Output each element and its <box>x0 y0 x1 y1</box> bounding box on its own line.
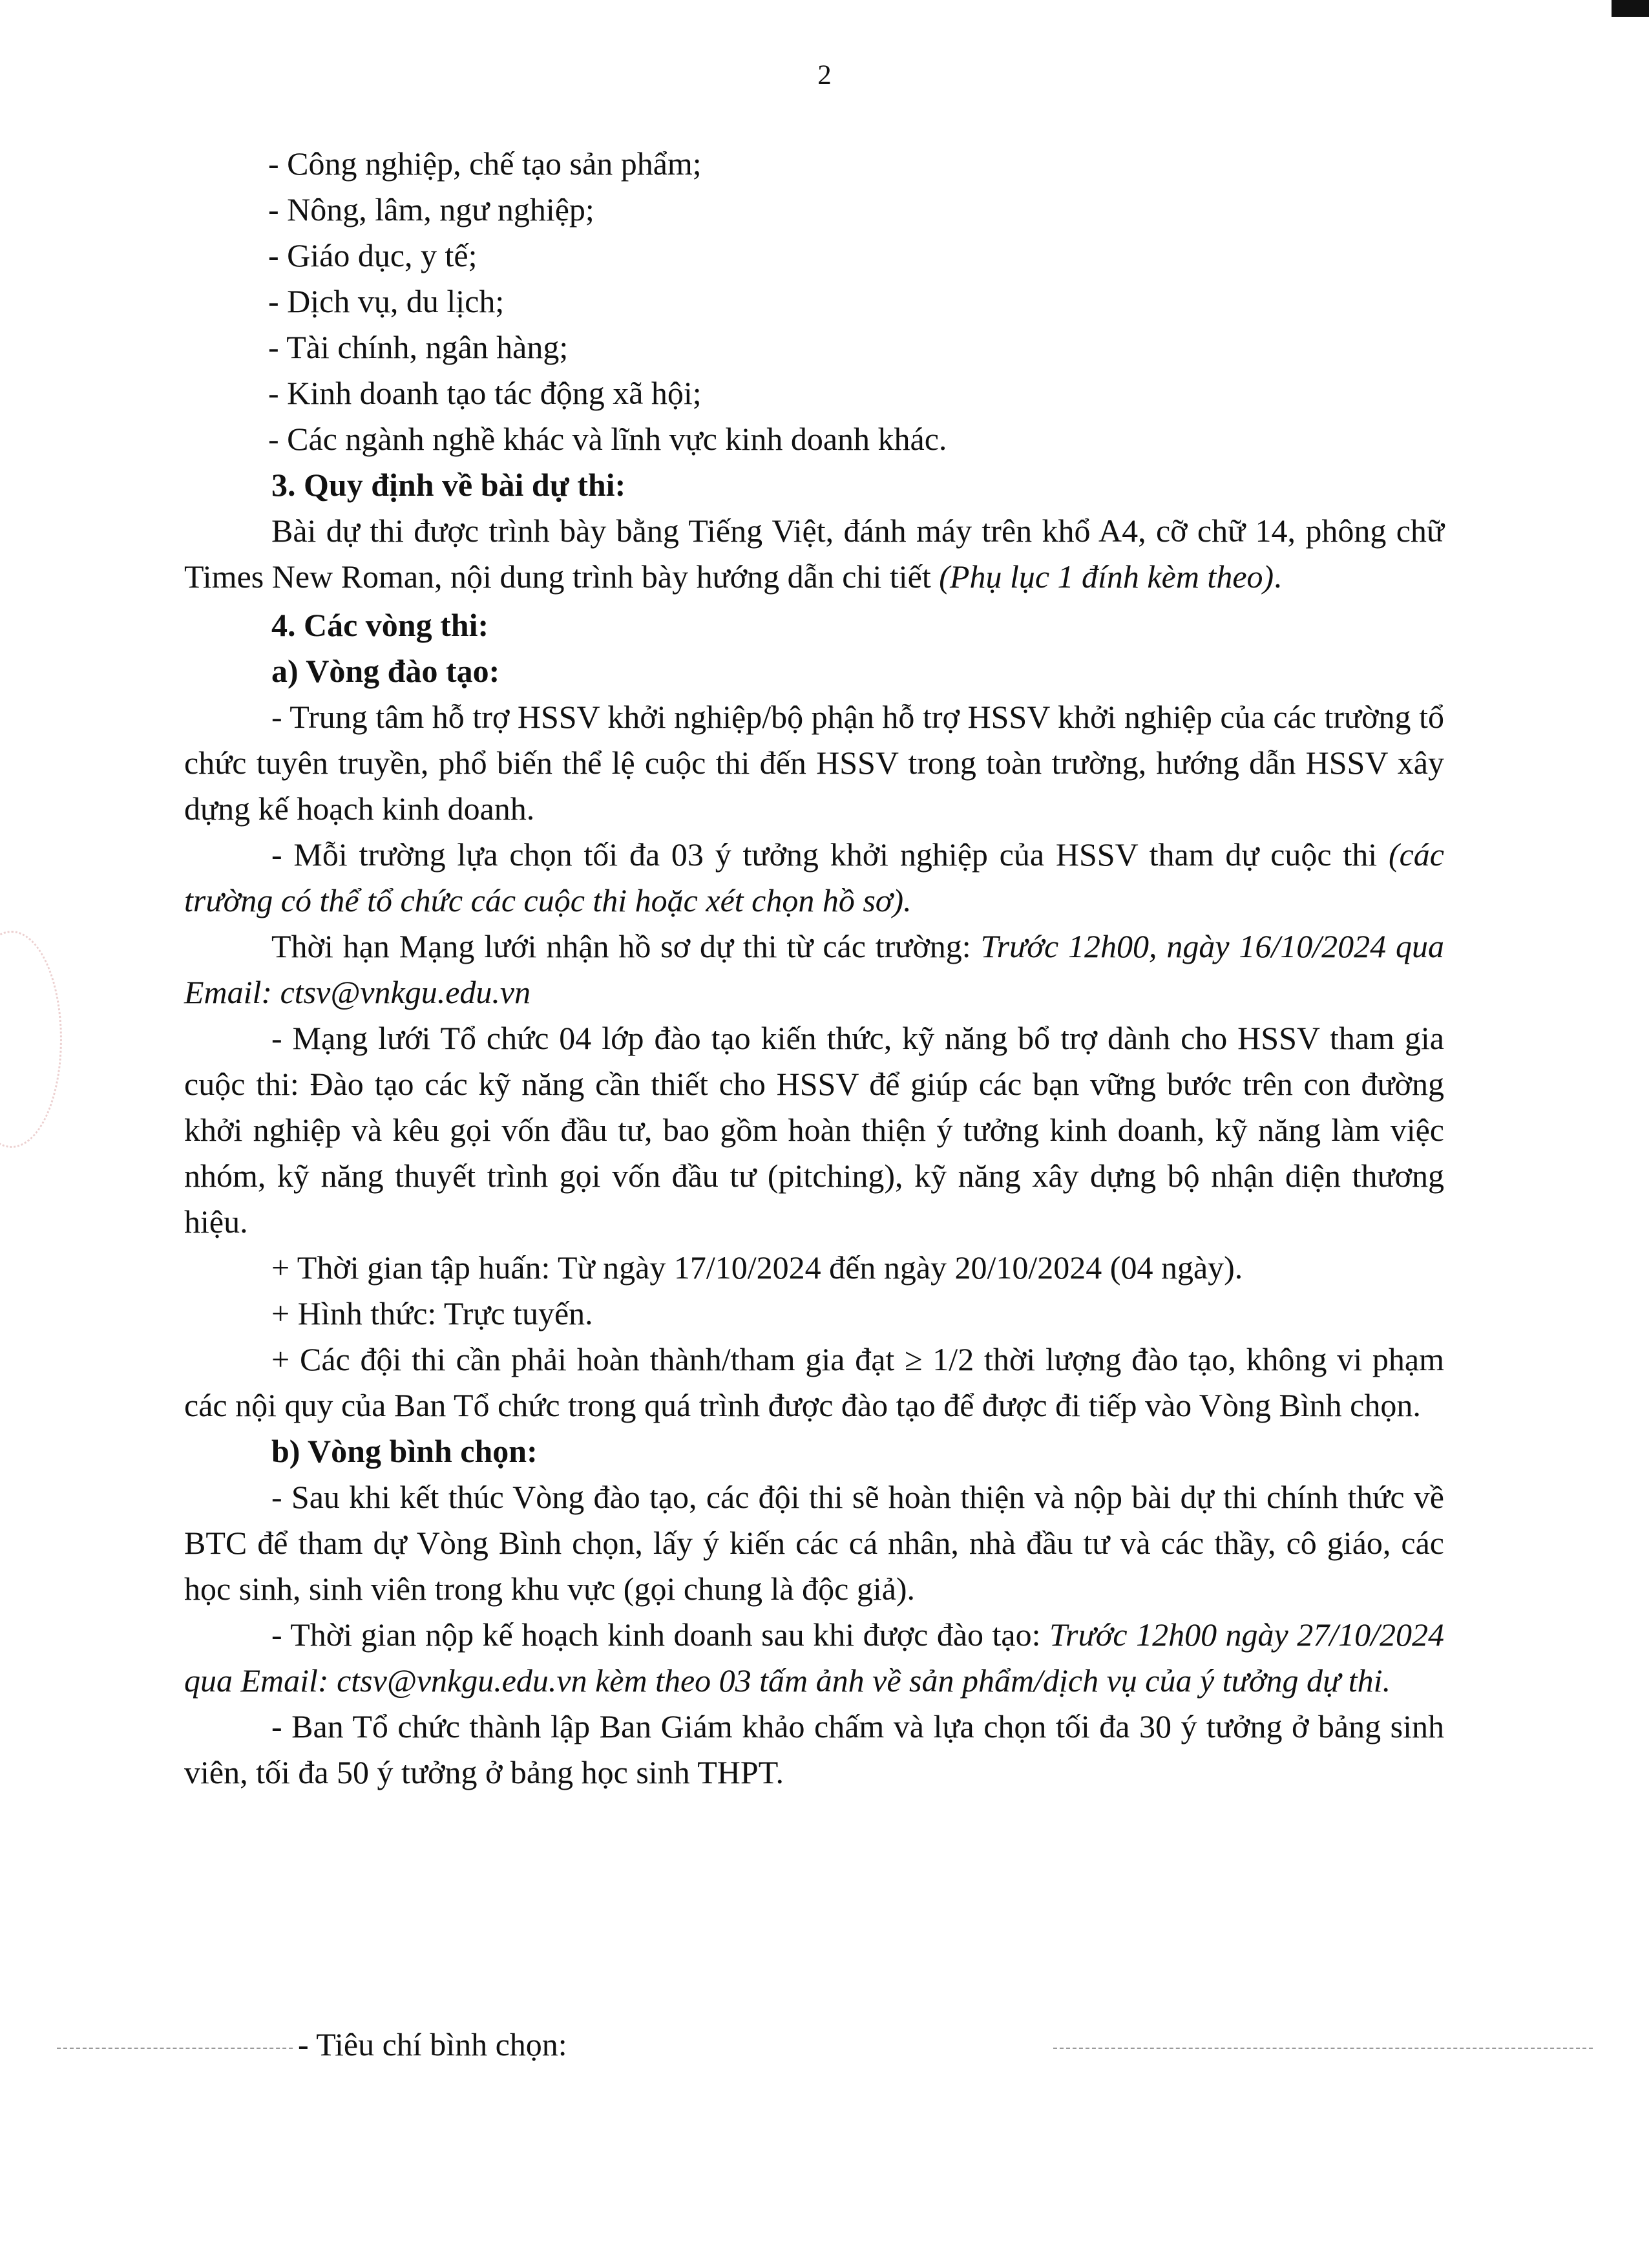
list-item: - Kinh doanh tạo tác động xã hội; <box>268 375 702 411</box>
round-b-paragraph-3: - Ban Tổ chức thành lập Ban Giám khảo chấm và lựa chọn tối đa 30 ý tưởng ở bảng sinh viên, tối đa 50 ý tưởng ở bảng học sinh THPT. <box>184 1708 1444 1790</box>
list-item: - Công nghiệp, chế tạo sản phẩm; <box>268 145 702 182</box>
page-number: 2 <box>817 60 832 90</box>
list-item: - Nông, lâm, ngư nghiệp; <box>268 191 594 228</box>
field-list <box>184 141 1444 462</box>
round-a-paragraph-2 <box>184 832 1444 924</box>
round-b-paragraph-2-italic: Trước 12h00 ngày 27/10/2024 qua Email: ctsv@vnkgu.edu.vn kèm theo 03 tấm ảnh về sản phẩm/dịch vụ của ý tưởng dự thi. <box>184 1616 1444 1699</box>
round-a-format: + Hình thức: Trực tuyến. <box>271 1295 593 1331</box>
round-a-paragraph-4: - Mạng lưới Tổ chức 04 lớp đào tạo kiến thức, kỹ năng bổ trợ dành cho HSSV tham gia cuộc thi: Đào tạo các kỹ năng cần thiết cho HSSV để giúp các bạn vững bước trên con đường khởi nghiệp và kêu gọi vốn đầu tư, bao gồm hoàn thiện ý tưởng kinh doanh, kỹ năng làm việc nhóm, kỹ năng thuyết trình gọi vốn đầu tư (pitching), kỹ năng xây dựng bộ nhận diện thương hiệu. <box>184 1020 1444 1240</box>
section-3-text-end: . <box>1274 558 1282 595</box>
round-a-requirement: + Các đội thi cần phải hoàn thành/tham gia đạt ≥ 1/2 thời lượng đào tạo, không vi phạm các nội quy của Ban Tổ chức trong quá trình được đào tạo để được đi tiếp vào Vòng Bình chọn. <box>184 1341 1444 1423</box>
round-a-paragraph-2-italic: (các trường có thể tổ chức các cuộc thi hoặc xét chọn hồ sơ). <box>184 836 1444 918</box>
round-b-paragraph-2-text: - Thời gian nộp kế hoạch kinh doanh sau khi được đào tạo: <box>271 1616 1049 1653</box>
round-b-heading: b) Vòng bình chọn: <box>271 1433 538 1469</box>
section-3-heading: 3. Quy định về bài dự thi: <box>271 467 626 503</box>
section-3-text: Bài dự thi được trình bày bằng Tiếng Việt, đánh máy trên khổ A4, cỡ chữ 14, phông chữ Times New Roman, nội dung trình bày hướng dẫn chi tiết <box>184 513 1444 595</box>
list-item: - Các ngành nghề khác và lĩnh vực kinh doanh khác. <box>268 421 947 457</box>
round-a-deadline-text: Thời hạn Mạng lưới nhận hồ sơ dự thi từ các trường: <box>271 928 981 964</box>
section-3-italic: (Phụ lục 1 đính kèm theo) <box>939 558 1274 595</box>
round-a-deadline-italic: Trước 12h00, ngày 16/10/2024 qua Email: ctsv@vnkgu.edu.vn <box>184 928 1444 1010</box>
round-a-deadline <box>184 924 1444 1015</box>
round-a-training-time: + Thời gian tập huấn: Từ ngày 17/10/2024 đến ngày 20/10/2024 (04 ngày). <box>271 1249 1243 1286</box>
round-a-heading: a) Vòng đào tạo: <box>271 653 500 689</box>
list-item: - Tài chính, ngân hàng; <box>268 329 569 365</box>
faint-stamp-trace <box>0 931 62 1148</box>
round-a-paragraph-2-text: - Mỗi trường lựa chọn tối đa 03 ý tưởng khởi nghiệp của HSSV tham dự cuộc thi <box>271 836 1389 873</box>
list-item: - Dịch vụ, du lịch; <box>268 283 505 319</box>
document-body <box>184 141 1444 1796</box>
list-item: - Giáo dục, y tế; <box>268 237 478 273</box>
round-a-paragraph-1: - Trung tâm hỗ trợ HSSV khởi nghiệp/bộ phận hỗ trợ HSSV khởi nghiệp của các trường tổ chức tuyên truyền, phổ biến thể lệ cuộc thi đến HSSV trong toàn trường, hướng dẫn HSSV xây dựng kế hoạch kinh doanh. <box>184 699 1444 827</box>
page-footer-rule <box>1053 2048 1593 2049</box>
scan-edge-mark <box>1612 0 1649 17</box>
page-footer-rule <box>57 2048 306 2049</box>
round-b-paragraph-1: - Sau khi kết thúc Vòng đào tạo, các đội thi sẽ hoàn thiện và nộp bài dự thi chính thức về BTC để tham dự Vòng Bình chọn, lấy ý kiến các cá nhân, nhà đầu tư và các thầy, cô giáo, các học sinh, sinh viên trong khu vực (gọi chung là độc giả). <box>184 1479 1444 1607</box>
section-3-paragraph <box>184 508 1444 600</box>
section-4-heading: 4. Các vòng thi: <box>271 607 489 643</box>
round-b-paragraph-2 <box>184 1612 1444 1704</box>
criteria-line: - Tiêu chí bình chọn: <box>294 2022 571 2068</box>
